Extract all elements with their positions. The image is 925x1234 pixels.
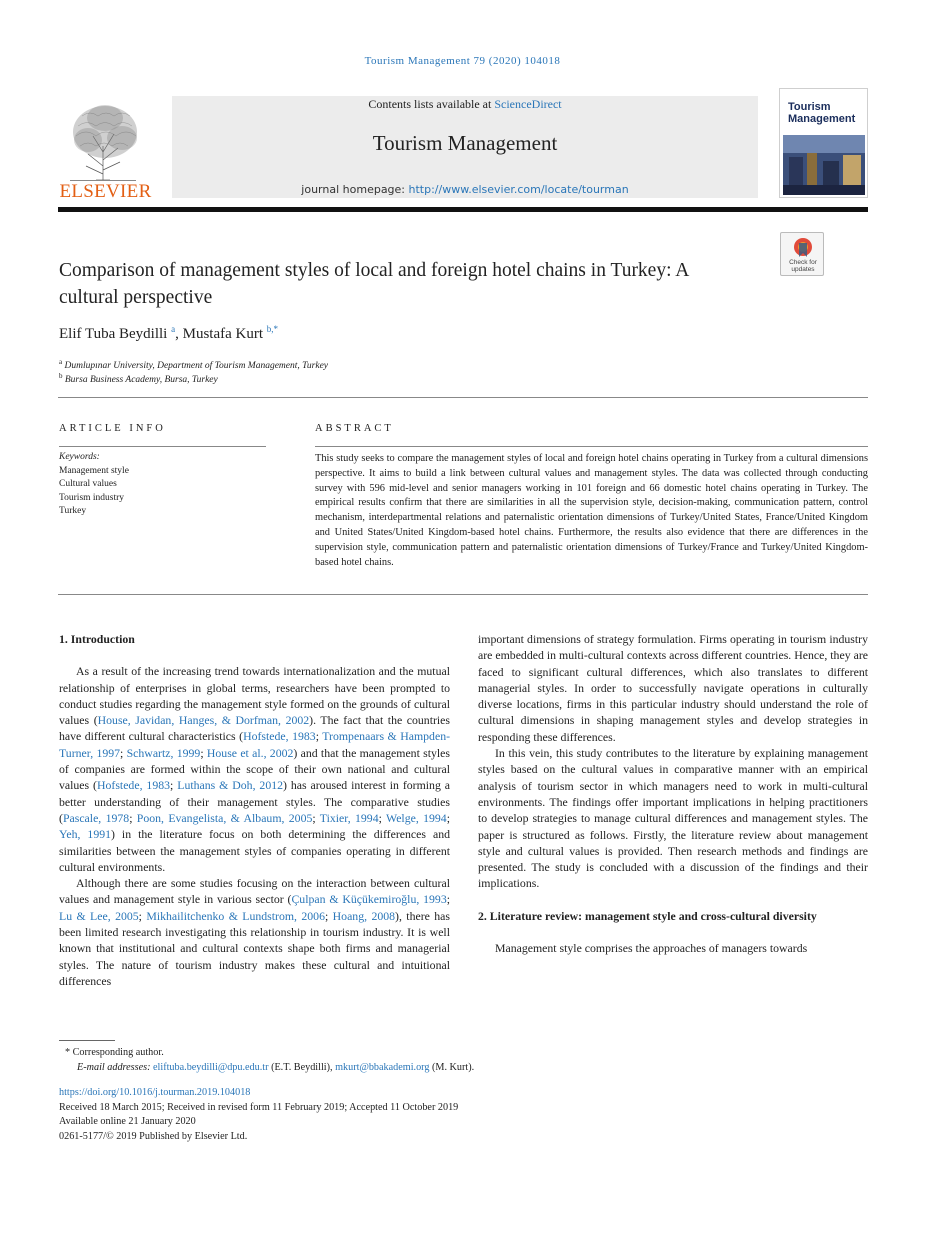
- issn-copyright: 0261-5177/© 2019 Published by Elsevier Ltd.: [59, 1130, 248, 1142]
- author-name[interactable]: Elif Tuba Beydilli: [59, 326, 168, 342]
- citation-link[interactable]: Welge, 1994: [386, 810, 447, 825]
- doi-link[interactable]: https://doi.org/10.1016/j.tourman.2019.104018: [59, 1087, 251, 1098]
- received-dates: Received 18 March 2015; Received in revised form 11 February 2019; Accepted 11 October 2019: [59, 1101, 459, 1113]
- introduction-heading: 1. Introduction: [59, 632, 135, 646]
- corresponding-author-note: * Corresponding author.: [65, 1047, 164, 1058]
- journal-name: Tourism Management: [372, 131, 558, 155]
- affiliation-b: [59, 372, 218, 385]
- contents-prefix: Contents lists available at: [368, 97, 495, 111]
- citation-link[interactable]: Yeh, 1991: [59, 827, 112, 842]
- author-name[interactable]: Mustafa Kurt: [182, 326, 264, 342]
- front-matter-divider: [58, 397, 868, 398]
- check-for-updates-button[interactable]: [780, 232, 824, 276]
- email-owner: (M. Kurt).: [429, 1062, 475, 1073]
- keyword-item: Cultural values: [59, 479, 117, 489]
- keywords-label: Keywords:: [59, 452, 100, 462]
- literature-review-heading: 2. Literature review: management style and cross-cultural diversity: [478, 908, 817, 923]
- keyword-item: Management style: [59, 465, 129, 476]
- article-title: Comparison of management styles of local and foreign hotel chains in Turkey: A cultural perspective: [59, 260, 689, 308]
- journal-homepage-link[interactable]: http://www.elsevier.com/locate/tourman: [408, 183, 629, 196]
- affiliation-text: Dumlupınar University, Department of Tourism Management, Turkey: [64, 361, 329, 372]
- article-info-rule: [59, 446, 266, 447]
- abstract-divider: [58, 594, 868, 595]
- keywords-block: [59, 451, 129, 519]
- citation-link[interactable]: Pascale, 1978: [62, 810, 130, 825]
- citation-link[interactable]: Luthans & Doh, 2012: [177, 778, 284, 793]
- citation-link[interactable]: Lu & Lee, 2005: [59, 908, 139, 923]
- body-paragraph: As a result of the increasing trend towards internationalization and the mutual relationship of enterprises in global terms, researchers have been prompted to conduct studies regarding the management style formed on the grounds of cultural values (House, Javidan, Hanges, & Dorfman, 2002). The fact that the countries have different cultural characteristics (Hofstede, 1983; Trompenaars & Hampden-Turner, 1997; Schwartz, 1999; House et al., 2002) and that the management styles of companies are formed within the scope of their own national and cultural values (Hofstede, 1983; Luthans & Doh, 2012) has aroused interest in forming a better understanding of their management styles. The comparative studies (Pascale, 1978; Poon, Evangelista, & Albaum, 2005; Tixier, 1994; Welge, 1994; Yeh, 1991) in the literature focus on both determining the differences and similarities between the management styles of companies operating in different cultural environments.: [59, 664, 451, 874]
- cover-photo: [783, 135, 865, 195]
- bookmark-update-icon: [793, 237, 813, 259]
- journal-reference[interactable]: Tourism Management 79 (2020) 104018: [364, 55, 561, 67]
- email-owner: (E.T. Beydilli),: [268, 1062, 336, 1073]
- citation-link[interactable]: Hofstede, 1983: [243, 729, 316, 744]
- email-addresses: [59, 1060, 474, 1075]
- check-label-line2: updates: [791, 266, 815, 273]
- abstract-heading: ABSTRACT: [315, 423, 394, 434]
- citation-link[interactable]: Hofstede, 1983: [96, 778, 171, 793]
- author-list: Elif Tuba Beydilli $^a$, Mustafa Kurt $^{b,*}$: [59, 324, 279, 342]
- citation-link[interactable]: Schwartz, 1999: [126, 745, 201, 760]
- cover-title: [788, 101, 868, 125]
- email-label: E-mail addresses:: [77, 1062, 154, 1073]
- body-paragraph: In this vein, this study contributes to the literature by explaining management styles based on the cultural values in comparative manner with an empirical analysis of tourism sector in which managers need to work in multi-cultural environments. The findings offer important implications in helping practitioners to develop strategies to manage cultural differences and management styles. The paper is structured as follows. Firstly, the literature review about management style and cultural values is provided. Then research methods and findings are presented. The study is concluded with a discussion of the findings and their implications.: [478, 746, 868, 891]
- publication-info: [59, 1086, 458, 1144]
- footnote-rule: [59, 1040, 115, 1041]
- affiliation-marker: b: [59, 372, 63, 380]
- keyword-item: Turkey: [59, 506, 87, 516]
- citation-link[interactable]: Trompenaars & Hampden-Turner, 1997: [59, 729, 451, 760]
- citation-link[interactable]: House et al., 2002: [206, 745, 294, 760]
- email-link[interactable]: mkurt@bbakademi.org: [335, 1062, 430, 1073]
- author-affiliation-marker[interactable]: a: [171, 324, 176, 334]
- citation-link[interactable]: Çulpan & Küçükemiroğlu, 1993: [291, 892, 447, 907]
- body-paragraph: Although there are some studies focusing on the interaction between cultural values and management style in various sector (Çulpan & Küçükemiroğlu, 1993; Lu & Lee, 2005; Mikhailitchenko & Lundstrom, 2006; Hoang, 2008), there has been limited research investigating this relationship in tourism industry. It is well known that institutional and cultural contexts shape both firms and managerial styles. The nature of tourism industry makes these cultural and intuitional differences: [59, 876, 451, 988]
- cover-title-line1: Tourism: [788, 101, 831, 113]
- homepage-prefix: journal homepage:: [301, 183, 409, 196]
- abstract-text: This study seeks to compare the management styles of local and foreign hotel chains operating in Turkey from a cultural dimensions perspective. It aims to build a link between cultural values and management styles. The data was collected through conducting survey with 596 mid-level and senior managers working in 101 foreign and 66 domestic hotel chains operating in Turkey. The empirical results confirm that there are similarities in all the supervision style, decision-making, communication pattern, control mechanism, interdepartmental relations and paternalistic orientation dimensions of Turkey/United States, France/United Kingdom and United States/United Kingdom-based hotel chains. Furthermore, the results also evidence that there are differences in the supervision style, communication pattern and paternalistic orientation dimensions of Turkey/France and Turkey/United Kingdom-based hotel chains.: [315, 453, 868, 568]
- author-affiliation-marker[interactable]: b,*: [266, 324, 279, 334]
- elsevier-wordmark: ELSEVIER: [59, 181, 152, 202]
- citation-link[interactable]: Tixier, 1994: [319, 810, 379, 825]
- affiliation-a: [59, 358, 328, 371]
- header-divider: [58, 207, 868, 212]
- journal-homepage-line: [172, 183, 758, 196]
- available-online: Available online 21 January 2020: [59, 1116, 196, 1128]
- check-for-updates-label: [781, 259, 825, 273]
- keyword-item: Tourism industry: [59, 492, 125, 503]
- body-paragraph: Management style comprises the approaches of managers towards: [495, 941, 808, 956]
- check-label-line1: Check for: [789, 259, 817, 266]
- abstract-rule: [315, 446, 868, 447]
- affiliation-marker: a: [59, 358, 63, 366]
- cover-title-line2: Management: [788, 113, 856, 125]
- affiliation-text: Bursa Business Academy, Bursa, Turkey: [64, 375, 218, 386]
- citation-link[interactable]: House, Javidan, Hanges, & Dorfman, 2002: [97, 713, 310, 728]
- contents-line: [172, 97, 758, 112]
- body-column-right: [478, 631, 868, 956]
- sciencedirect-link[interactable]: ScienceDirect: [494, 97, 562, 111]
- body-column-left: [59, 631, 450, 989]
- email-link[interactable]: eliftuba.beydilli@dpu.edu.tr: [153, 1062, 269, 1073]
- body-paragraph: important dimensions of strategy formulation. Firms operating in tourism industry are embedded in multi-cultural contexts across different countries. Hence, they are faced to significant cultural differences, which also translates to different managerial styles. In order to successfully navigate operations in culturally diverse locations, firms in this particular industry should understand the role of cultural dimensions in shaping management styles and develop strategies in responding these differences.: [478, 632, 868, 744]
- footnotes: [59, 1045, 474, 1075]
- article-info-heading: ARTICLE INFO: [59, 423, 166, 434]
- citation-link[interactable]: Hoang, 2008: [332, 908, 396, 923]
- citation-link[interactable]: Mikhailitchenko & Lundstrom, 2006: [146, 908, 325, 923]
- journal-cover-thumbnail[interactable]: [779, 88, 868, 198]
- citation-link[interactable]: Poon, Evangelista, & Albaum, 2005: [136, 810, 313, 825]
